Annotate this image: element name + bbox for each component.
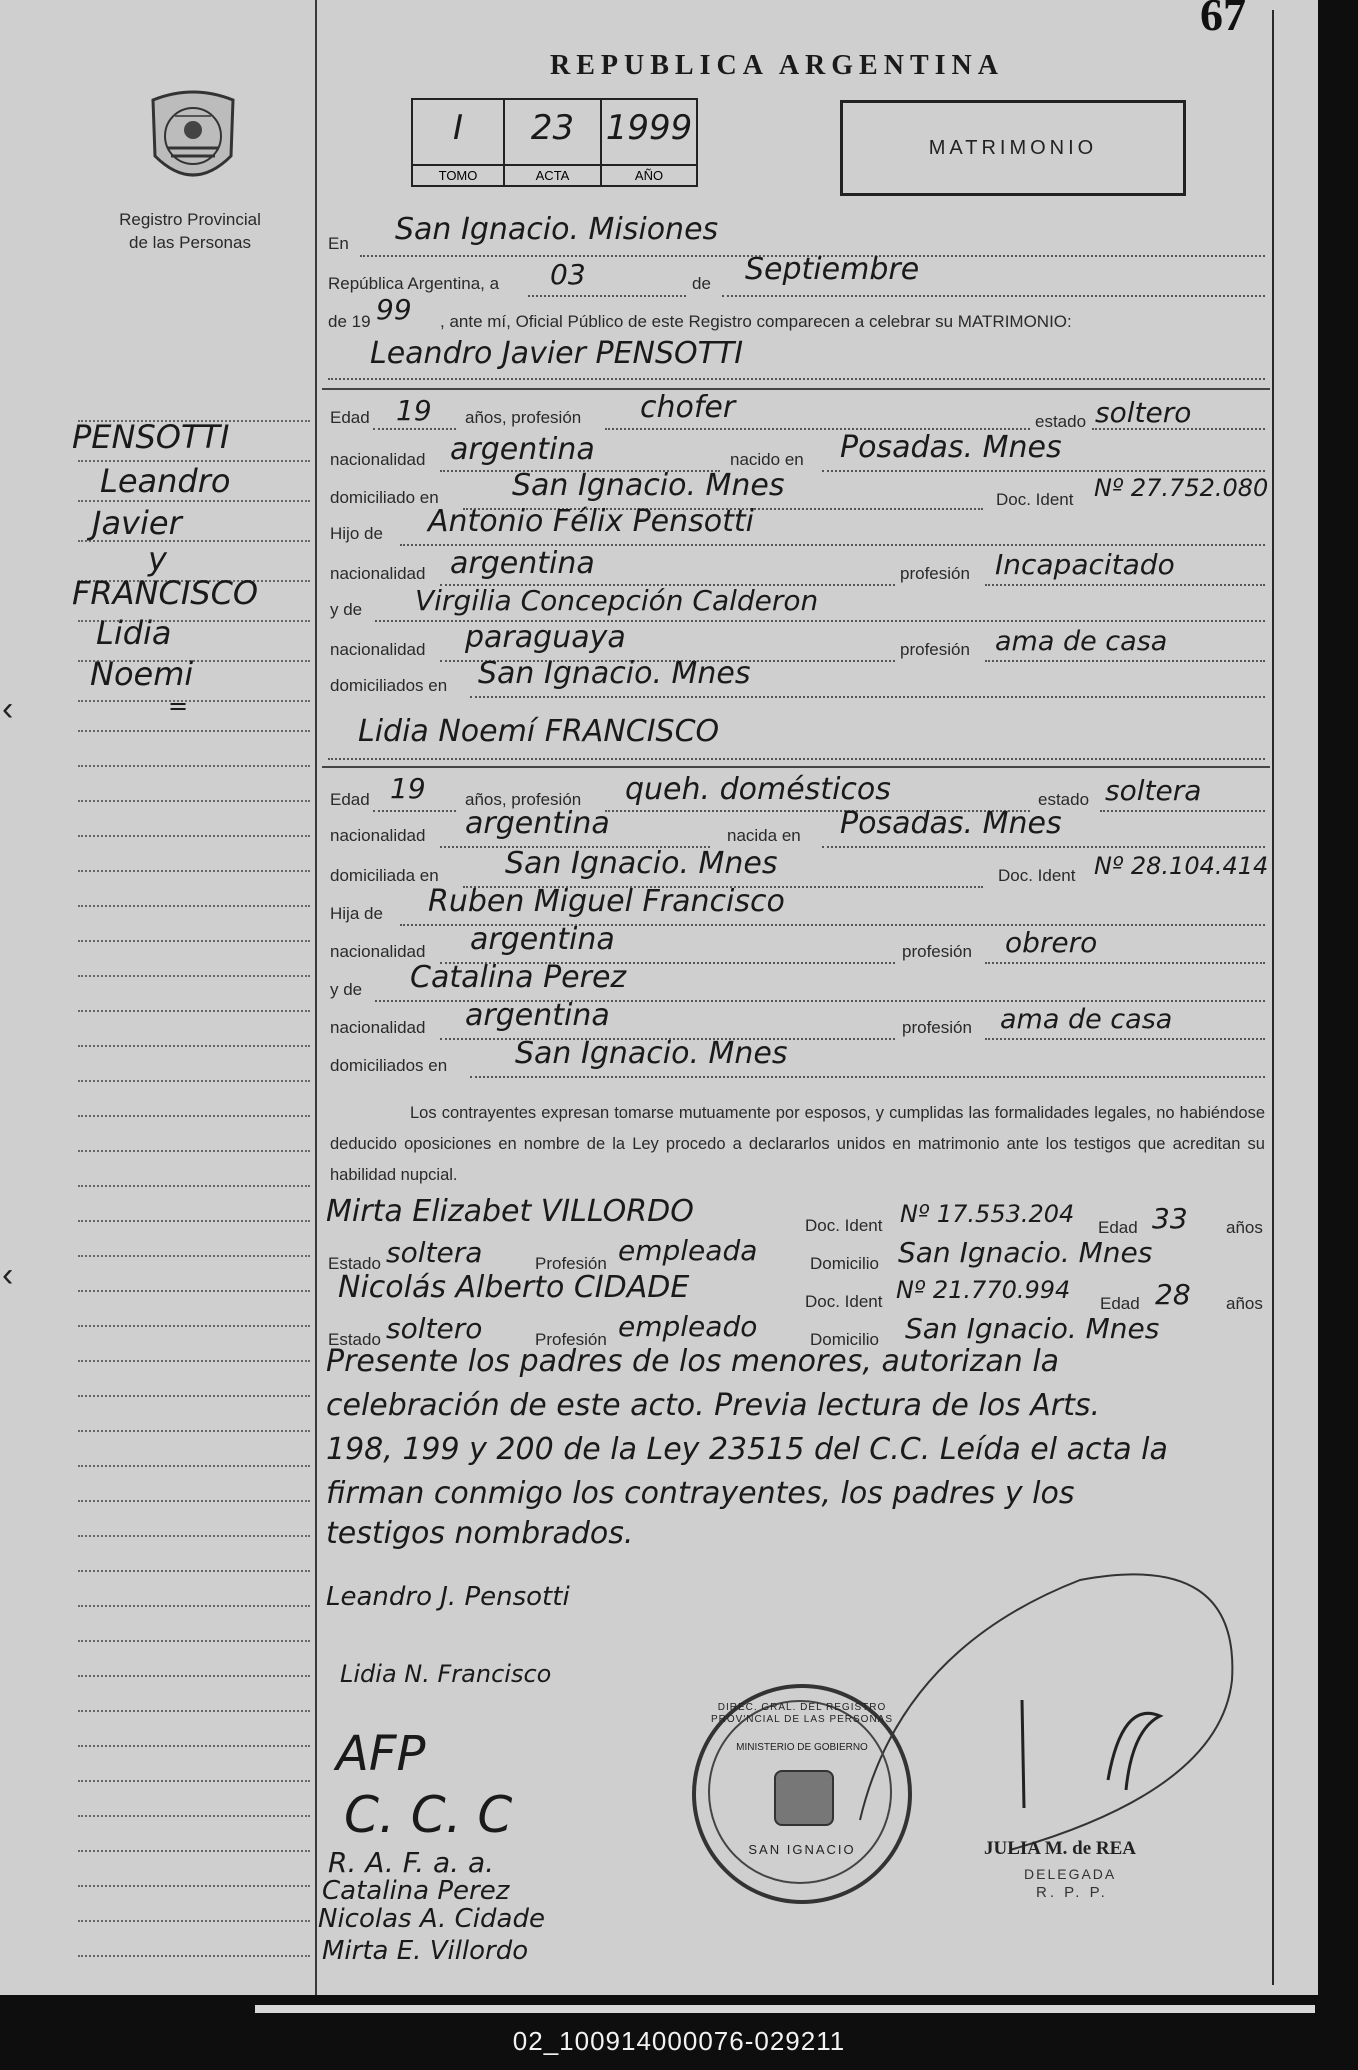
groom-father-nationality: argentina: [450, 546, 595, 581]
groom-doc: Nº 27.752.080: [1094, 474, 1269, 502]
bride-mother-nationality: argentina: [465, 998, 610, 1033]
tomo-label: TOMO: [413, 164, 503, 185]
ano-value: 1999: [605, 108, 693, 148]
witness2-name: Nicolás Alberto CIDADE: [338, 1270, 690, 1305]
officer-unit: R. P. P.: [1036, 1884, 1108, 1901]
bride-doc: Nº 28.104.414: [1094, 852, 1269, 880]
province-emblem-icon: [145, 86, 241, 192]
groom-nationality: argentina: [450, 432, 595, 467]
bride-father-nat-label: nacionalidad: [330, 942, 426, 961]
bride-age: 19: [390, 772, 426, 805]
bride-birthplace: Posadas. Mnes: [840, 806, 1062, 841]
note-line-4: firman conmigo los contrayentes, los padres y los: [326, 1476, 1075, 1511]
groom-father-profession: Incapacitado: [995, 548, 1175, 581]
day-value: 03: [550, 258, 586, 291]
bride-doc-label: Doc. Ident: [998, 866, 1076, 885]
signature-4: C. C. C: [344, 1786, 513, 1844]
bride-name: Lidia Noemí FRANCISCO: [358, 714, 720, 749]
bride-mother-nat-label: nacionalidad: [330, 1018, 426, 1037]
witness1-doc: Nº 17.553.204: [900, 1200, 1075, 1228]
bride-nationality-label: nacionalidad: [330, 826, 426, 845]
witness2-status-label: Estado: [328, 1330, 381, 1349]
left-edge-mark-icon: ‹: [2, 690, 14, 728]
groom-name: Leandro Javier PENSOTTI: [370, 336, 744, 371]
witness1-age-label: Edad: [1098, 1218, 1138, 1237]
seal-emblem-icon: [774, 1770, 834, 1826]
place-value: San Ignacio. Misiones: [395, 212, 719, 247]
bride-mother: Catalina Perez: [410, 960, 627, 995]
seal-inner-text: MINISTERIO DE GOBIERNO: [736, 1742, 868, 1753]
bride-father: Ruben Miguel Francisco: [428, 884, 785, 919]
witness1-profession: empleada: [618, 1234, 758, 1267]
margin-surname-1: PENSOTTI: [72, 418, 230, 456]
witness1-prof-label: Profesión: [535, 1254, 607, 1273]
groom-doc-label: Doc. Ident: [996, 490, 1074, 509]
right-border: [1272, 10, 1274, 1985]
witness1-doc-label: Doc. Ident: [805, 1216, 883, 1235]
de19-label: de 19: [328, 312, 371, 331]
note-line-1: Presente los padres de los menores, autorizan la: [326, 1344, 1060, 1379]
groom-birthplace: Posadas. Mnes: [840, 430, 1062, 465]
document-title: REPUBLICA ARGENTINA: [550, 50, 1004, 81]
margin-given-4: Noemi: [90, 655, 194, 693]
groom-mother-label: y de: [330, 600, 363, 619]
signature-7: Nicolas A. Cidade: [318, 1904, 545, 1934]
seal-place: SAN IGNACIO: [748, 1842, 856, 1857]
witness2-doc-label: Doc. Ident: [805, 1292, 883, 1311]
note-line-3: 198, 199 y 200 de la Ley 23515 del C.C. Leída el acta la: [326, 1432, 1168, 1467]
groom-father-nat-label: nacionalidad: [330, 564, 426, 583]
org-line-1: Registro Provincial: [119, 210, 261, 229]
organization-name: [90, 208, 290, 254]
groom-profession: chofer: [640, 390, 736, 425]
acta-label: ACTA: [505, 164, 600, 185]
signature-6: Catalina Perez: [322, 1876, 510, 1906]
act-type-box: [840, 100, 1186, 196]
bride-father-profession: obrero: [1005, 926, 1098, 959]
groom-parents-domicile: San Ignacio. Mnes: [478, 656, 751, 691]
margin-given-3: Lidia: [96, 614, 172, 652]
official-seal-icon: [692, 1684, 912, 1904]
witness1-status: soltera: [386, 1236, 483, 1269]
de-label: de: [692, 274, 711, 293]
bride-status-label: estado: [1038, 790, 1090, 809]
bride-nationality: argentina: [465, 806, 610, 841]
year-value: 99: [376, 293, 412, 326]
groom-parents-domicile-label: domiciliados en: [330, 676, 448, 695]
groom-age-label: Edad: [330, 408, 370, 427]
bride-domicile-label: domiciliada en: [330, 866, 439, 885]
witness2-age-label: Edad: [1100, 1294, 1140, 1313]
witness2-prof-label: Profesión: [535, 1330, 607, 1349]
bride-mother-prof-label: profesión: [902, 1018, 972, 1037]
officer-signature-mark: [1010, 1690, 1180, 1820]
witness1-anos-label: años: [1226, 1218, 1263, 1237]
witness1-domicile-label: Domicilio: [810, 1254, 879, 1273]
left-edge-mark-icon-2: ‹: [2, 1256, 14, 1294]
groom-birthplace-label: nacido en: [730, 450, 804, 469]
witness1-age: 33: [1152, 1202, 1188, 1235]
groom-domicile-label: domiciliado en: [330, 488, 439, 507]
groom-domicile: San Ignacio. Mnes: [512, 468, 785, 503]
margin-given-2: Javier: [92, 504, 182, 542]
margin-divider: [315, 0, 317, 1995]
margin-surname-2: FRANCISCO: [72, 574, 259, 612]
groom-status-label: estado: [1035, 412, 1087, 431]
signature-bride: Lidia N. Francisco: [340, 1660, 552, 1688]
groom-profession-label: años, profesión: [465, 408, 582, 427]
witness1-name: Mirta Elizabet VILLORDO: [326, 1194, 694, 1229]
bride-parents-domicile: San Ignacio. Mnes: [515, 1036, 788, 1071]
ano-label: AÑO: [602, 164, 696, 185]
officer-title: DELEGADA: [1024, 1866, 1117, 1882]
signature-groom: Leandro J. Pensotti: [326, 1582, 570, 1612]
month-value: Septiembre: [745, 252, 920, 287]
bride-profession: queh. domésticos: [625, 772, 891, 807]
note-line-5: testigos nombrados.: [326, 1516, 634, 1551]
groom-status: soltero: [1095, 396, 1192, 429]
groom-age: 19: [396, 394, 432, 427]
act-type-label: MATRIMONIO: [928, 137, 1098, 159]
signature-5: R. A. F. a. a.: [328, 1846, 495, 1879]
bride-status: soltera: [1105, 774, 1202, 807]
witness2-profession: empleado: [618, 1310, 758, 1343]
margin-end-mark: =: [168, 692, 189, 720]
en-label: En: [328, 234, 349, 253]
note-line-2: celebración de este acto. Previa lectura de los Arts.: [326, 1388, 1101, 1423]
groom-mother: Virgilia Concepción Calderon: [415, 584, 819, 617]
appearance-statement: , ante mí, Oficial Público de este Registro comparecen a celebrar su MATRIMONIO:: [440, 312, 1072, 331]
bride-parents-domicile-label: domiciliados en: [330, 1056, 448, 1075]
witness2-anos-label: años: [1226, 1294, 1263, 1313]
witness1-status-label: Estado: [328, 1254, 381, 1273]
margin-given-1: Leandro: [100, 462, 231, 500]
bride-mother-label: y de: [330, 980, 363, 999]
margin-and: y: [148, 540, 167, 578]
officer-name: JULIA M. de REA: [984, 1838, 1137, 1859]
groom-mother-profession: ama de casa: [995, 626, 1168, 657]
bride-birthplace-label: nacida en: [727, 826, 801, 845]
witness2-doc: Nº 21.770.994: [896, 1276, 1071, 1304]
registry-box: [411, 98, 698, 187]
witness2-domicile-label: Domicilio: [810, 1330, 879, 1349]
org-line-2: de las Personas: [129, 233, 251, 252]
witness2-status: soltero: [386, 1312, 483, 1345]
signature-8: Mirta E. Villordo: [322, 1936, 529, 1966]
groom-nationality-label: nacionalidad: [330, 450, 426, 469]
bride-profession-label: años, profesión: [465, 790, 582, 809]
witness2-age: 28: [1155, 1278, 1191, 1311]
page-number: 67: [1200, 0, 1246, 40]
groom-mother-nat-label: nacionalidad: [330, 640, 426, 659]
bride-domicile: San Ignacio. Mnes: [505, 846, 778, 881]
witness2-domicile: San Ignacio. Mnes: [905, 1312, 1160, 1345]
groom-father-prof-label: profesión: [900, 564, 970, 583]
groom-father: Antonio Félix Pensotti: [428, 504, 754, 539]
footer-id: 02_100914000076-029211: [512, 2026, 846, 2056]
tomo-value: I: [452, 108, 464, 148]
republic-label: República Argentina, a: [328, 274, 500, 293]
groom-mother-nationality: paraguaya: [465, 620, 626, 655]
footer-strip: [255, 2005, 1315, 2013]
groom-father-label: Hijo de: [330, 524, 383, 543]
acta-value: 23: [530, 108, 575, 148]
bride-father-label: Hija de: [330, 904, 383, 923]
bride-mother-profession: ama de casa: [1000, 1004, 1173, 1035]
declaration-text: Los contrayentes expresan tomarse mutuamente por esposos, y cumplidas las formalidades legales, no habiéndose deducido oposiciones en nombre de la Ley procedo a declararlos unidos en matrimonio ante los testigos que acreditan su habilidad nupcial.: [330, 1104, 1265, 1184]
bride-father-nationality: argentina: [470, 922, 615, 957]
bride-father-prof-label: profesión: [902, 942, 972, 961]
groom-mother-prof-label: profesión: [900, 640, 970, 659]
signature-3: AFP: [336, 1726, 426, 1782]
bride-age-label: Edad: [330, 790, 370, 809]
seal-outer-text: DIREC. GRAL. DEL REGISTRO PROV'NCIAL DE LAS PERSONAS: [710, 1702, 894, 1725]
witness1-domicile: San Ignacio. Mnes: [898, 1236, 1153, 1269]
